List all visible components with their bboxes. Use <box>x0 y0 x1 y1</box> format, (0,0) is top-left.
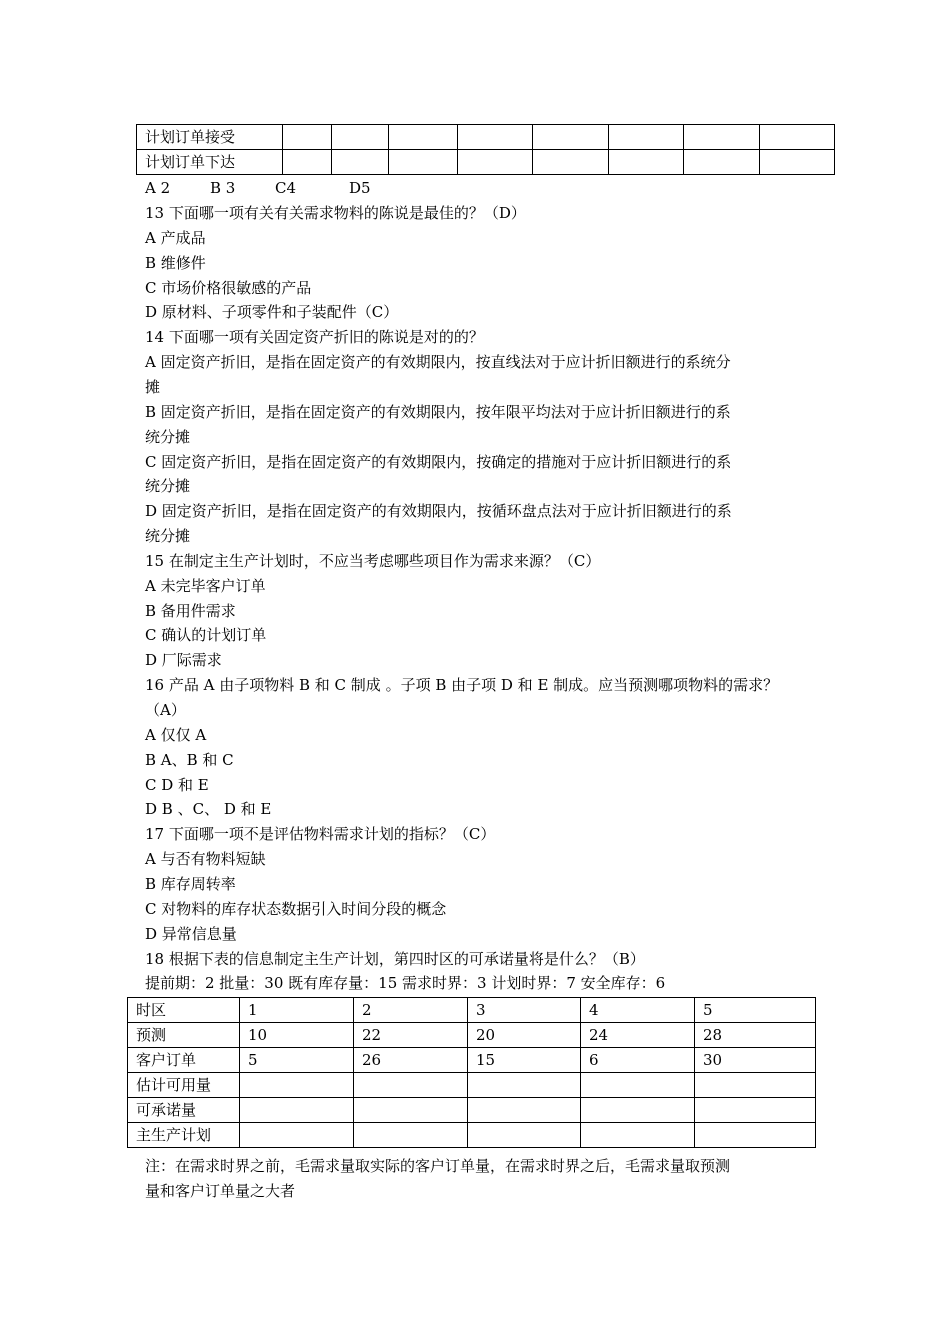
row-label: 预测 <box>128 1023 240 1048</box>
option-c: C4 <box>275 179 297 197</box>
text-line: D B 、C、 D 和 E <box>145 800 272 819</box>
header-row <box>128 998 816 1023</box>
text-line: B 固定资产折旧，是指在固定资产的有效期限内，按年限平均法对于应计折旧额进行的系 <box>145 402 731 421</box>
row-label: 计划订单下达 <box>137 150 283 175</box>
table-cell: 22 <box>354 1023 468 1048</box>
text-line: 14 下面哪一项有关固定资产折旧的陈说是对的的？ <box>145 328 484 347</box>
text-line: C D 和 E <box>145 775 209 794</box>
table-cell: 4 <box>581 998 695 1023</box>
table-cell <box>695 1073 816 1098</box>
text-line: C 固定资产折旧，是指在固定资产的有效期限内，按确定的措施对于应计折旧额进行的系 <box>145 452 732 471</box>
table-cell: 15 <box>468 1048 581 1073</box>
row-label: 计划订单接受 <box>137 125 283 150</box>
text-line: B A、B 和 C <box>145 750 234 769</box>
table-cell <box>354 1073 468 1098</box>
table-cell <box>581 1098 695 1123</box>
table-note <box>145 1154 825 1204</box>
table-row <box>128 1023 816 1048</box>
text-line: 13 下面哪一项有关有关需求物料的陈说是最佳的？（D） <box>145 204 526 222</box>
row-label: 客户订单 <box>128 1048 240 1073</box>
text-line: D 异常信息量 <box>145 924 237 943</box>
table-row <box>128 1098 816 1123</box>
table-cell <box>240 1098 354 1123</box>
text-line: A 产成品 <box>145 228 206 247</box>
table-cell: 20 <box>468 1023 581 1048</box>
text-line: A 固定资产折旧，是指在固定资产的有效期限内，按直线法对于应计折旧额进行的系统分 <box>145 353 731 372</box>
row-label: 主生产计划 <box>128 1123 240 1148</box>
option-b: B 3 <box>210 179 236 197</box>
table-row <box>128 1073 816 1098</box>
text-line: C 对物料的库存状态数据引入时间分段的概念 <box>145 899 447 918</box>
table-cell <box>581 1073 695 1098</box>
table-row <box>128 1123 816 1148</box>
table-cell: 6 <box>581 1048 695 1073</box>
table-cell: 5 <box>695 998 816 1023</box>
row-label: 可承诺量 <box>128 1098 240 1123</box>
text-line: A 仅仅 A <box>145 725 207 744</box>
text-line: C 市场价格很敏感的产品 <box>145 278 312 297</box>
table-cell: 3 <box>468 998 581 1023</box>
table-cell <box>354 1123 468 1148</box>
table-row <box>137 125 835 150</box>
table-row <box>128 1048 816 1073</box>
text-line: 统分摊 <box>145 427 191 446</box>
table-cell: 2 <box>354 998 468 1023</box>
row-label: 时区 <box>128 998 240 1023</box>
text-line: C 确认的计划订单 <box>145 626 267 645</box>
text-line: D 厂际需求 <box>145 651 222 670</box>
table-cell <box>468 1073 581 1098</box>
text-line: A 未完毕客户订单 <box>145 576 266 595</box>
table-cell <box>468 1098 581 1123</box>
table-cell: 1 <box>240 998 354 1023</box>
table-cell: 26 <box>354 1048 468 1073</box>
table-cell <box>240 1123 354 1148</box>
table-cell: 5 <box>240 1048 354 1073</box>
text-line: B 备用件需求 <box>145 601 236 620</box>
text-line: 16 产品 A 由子项物料 B 和 C 制成 。子项 B 由子项 D 和 E 制成。应当预测哪项物料的需求？ <box>145 676 779 695</box>
text-line: 统分摊 <box>145 477 191 496</box>
text-line: B 库存周转率 <box>145 874 236 893</box>
text-line: B 维修件 <box>145 253 206 272</box>
text-line: A 与否有物料短缺 <box>145 850 266 869</box>
master-schedule-table <box>127 997 816 1148</box>
table-cell: 10 <box>240 1023 354 1048</box>
table-cell: 28 <box>695 1023 816 1048</box>
note-line-1: 注：在需求时界之前，毛需求量取实际的客户订单量，在需求时界之后，毛需求量取预测 <box>145 1157 731 1175</box>
table-cell: 30 <box>695 1048 816 1073</box>
table-cell: 24 <box>581 1023 695 1048</box>
table-cell <box>581 1123 695 1148</box>
table-cell <box>468 1123 581 1148</box>
text-line: D 原材料、子项零件和子装配件（C） <box>145 303 399 322</box>
text-line: （A） <box>145 701 186 719</box>
text-line: D 固定资产折旧，是指在固定资产的有效期限内，按循环盘点法对于应计折旧额进行的系 <box>145 502 732 521</box>
text-line: 提前期：2 批量：30 既有库存量：15 需求时界：3 计划时界：7 安全库存：6 <box>145 974 666 993</box>
text-line: 17 下面哪一项不是评估物料需求计划的指标？（C） <box>145 825 496 844</box>
text-line: 统分摊 <box>145 527 191 546</box>
note-line-2: 量和客户订单量之大者 <box>145 1182 296 1200</box>
table-cell <box>695 1098 816 1123</box>
planned-order-table <box>136 124 835 175</box>
option-a: A 2 <box>145 179 171 197</box>
text-line: 摊 <box>145 377 161 396</box>
table-row <box>137 150 835 175</box>
row-label: 估计可用量 <box>128 1073 240 1098</box>
text-line: 15 在制定主生产计划时，不应当考虑哪些项目作为需求来源？（C） <box>145 551 601 570</box>
table-cell <box>240 1073 354 1098</box>
option-d: D5 <box>349 179 371 197</box>
table-cell <box>354 1098 468 1123</box>
table-cell <box>695 1123 816 1148</box>
text-line: 18 根据下表的信息制定主生产计划，第四时区的可承诺量将是什么？（B） <box>145 949 645 968</box>
